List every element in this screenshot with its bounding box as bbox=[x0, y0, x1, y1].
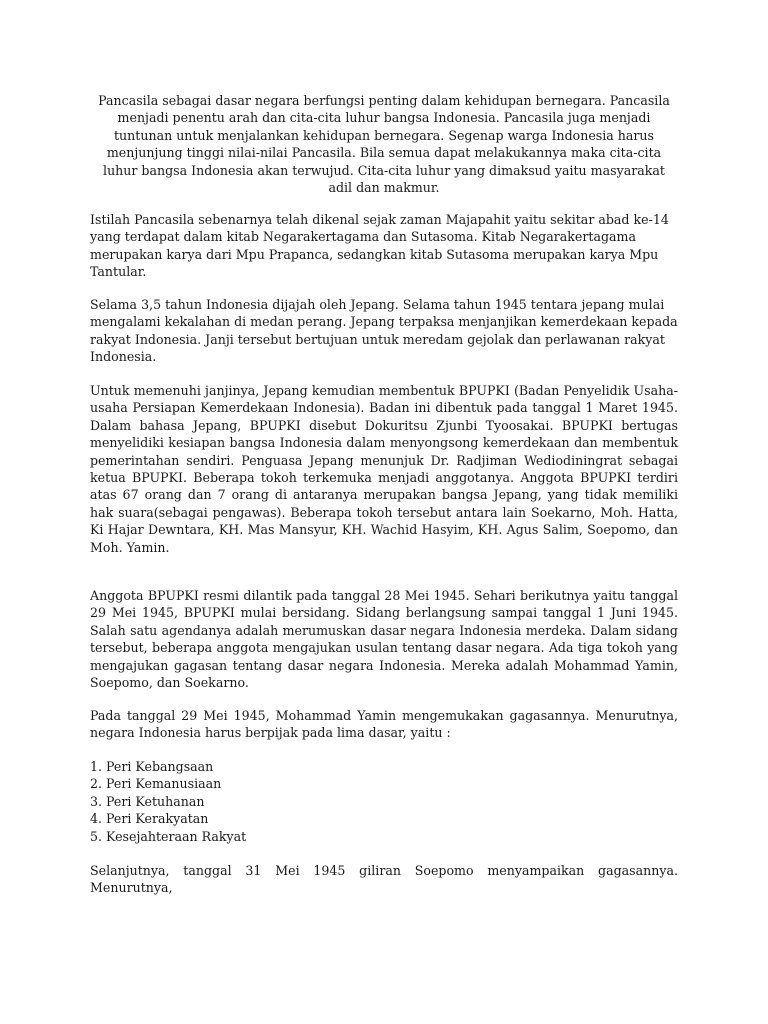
list-item: 4. Peri Kerakyatan bbox=[90, 811, 209, 827]
list-item: 1. Peri Kebangsaan bbox=[90, 759, 214, 774]
paragraph-session: Anggota BPUPKI resmi dilantik pada tanggal 28 Mei 1945. Sehari berikutnya yaitu tanggal 29 Mei 1945, BPUPKI mulai bersidang. Sidang berlangsung sampai tanggal 1 Juni 1945. Salah satu agendanya adalah merumuskan dasar negara Indonesia merdeka. Dalam sidang tersebut, beberapa anggota mengajukan usulan tentang dasar negara. Ada tiga tokoh yang mengajukan gagasan tentang dasar negara Indonesia. Mereka adalah Mohammad Yamin, Soepomo, dan Soekarno. bbox=[90, 588, 678, 691]
paragraph-yamin: Pada tanggal 29 Mei 1945, Mohammad Yamin mengemukakan gagasannya. Menurutnya, negara Indonesia harus berpijak pada lima dasar, yaitu : bbox=[90, 708, 678, 741]
paragraph-soepomo: Selanjutnya, tanggal 31 Mei 1945 giliran Soepomo menyampaikan gagasannya. Menurutnya, bbox=[90, 863, 678, 896]
list-item: 3. Peri Ketuhanan bbox=[90, 793, 205, 809]
yamin-principles-list bbox=[90, 758, 678, 845]
paragraph-japan: Selama 3,5 tahun Indonesia dijajah oleh Jepang. Selama tahun 1945 tentara jepang mulai mengalami kekalahan di medan perang. Jepang terpaksa menjanjikan kemerdekaan kepada rakyat Indonesia. Janji tersebut bertujuan untuk meredam gejolak dan perlawanan rakyat Indonesia. bbox=[90, 297, 678, 365]
paragraph-bpupki: Untuk memenuhi janjinya, Jepang kemudian membentuk BPUPKI (Badan Penyelidik Usaha-usaha Persiapan Kemerdekaan Indonesia). Badan ini dibentuk pada tanggal 1 Maret 1945. Dalam bahasa Jepang, BPUPKI disebut Dokuritsu Zjunbi Tyoosakai. BPUPKI bertugas menyelidiki kesiapan bangsa Indonesia dalam menyongsong kemerdekaan dan membentuk pemerintahan sendiri. Penguasa Jepang menunjuk Dr. Radjiman Wediodiningrat sebagai ketua BPUPKI. Beberapa tokoh terkemuka menjadi anggotanya. Anggota BPUPKI terdiri atas 67 orang dan 7 orang di antaranya merupakan bangsa Jepang, yang tidak memiliki hak suara(sebagai pengawas). Beberapa tokoh tersebut antara lain Soekarno, Moh. Hatta, Ki Hajar Dewntara, KH. Mas Mansyur, KH. Wachid Hasyim, KH. Agus Salim, Soepomo, dan Moh. Yamin. bbox=[90, 383, 678, 555]
list-item: 2. Peri Kemanusiaan bbox=[90, 776, 222, 792]
list-item: 5. Kesejahteraan Rakyat bbox=[90, 828, 247, 844]
paragraph-intro: Pancasila sebagai dasar negara berfungsi penting dalam kehidupan bernegara. Pancasila menjadi penentu arah dan cita-cita luhur bangsa Indonesia. Pancasila juga menjadi tuntunan untuk menjalankan kehidupan bernegara. Segenap warga Indonesia harus menjunjung tinggi nilai-nilai Pancasila. Bila semua dapat melakukannya maka cita-cita luhur bangsa Indonesia akan terwujud. Cita-cita luhur yang dimaksud yaitu masyarakat adil dan makmur. bbox=[98, 93, 670, 196]
paragraph-history: Istilah Pancasila sebenarnya telah dikenal sejak zaman Majapahit yaitu sekitar abad ke-14 yang terdapat dalam kitab Negarakertagama dan Sutasoma. Kitab Negarakertagama merupakan karya dari Mpu Prapanca, sedangkan kitab Sutasoma merupakan karya Mpu Tantular. bbox=[90, 212, 669, 280]
